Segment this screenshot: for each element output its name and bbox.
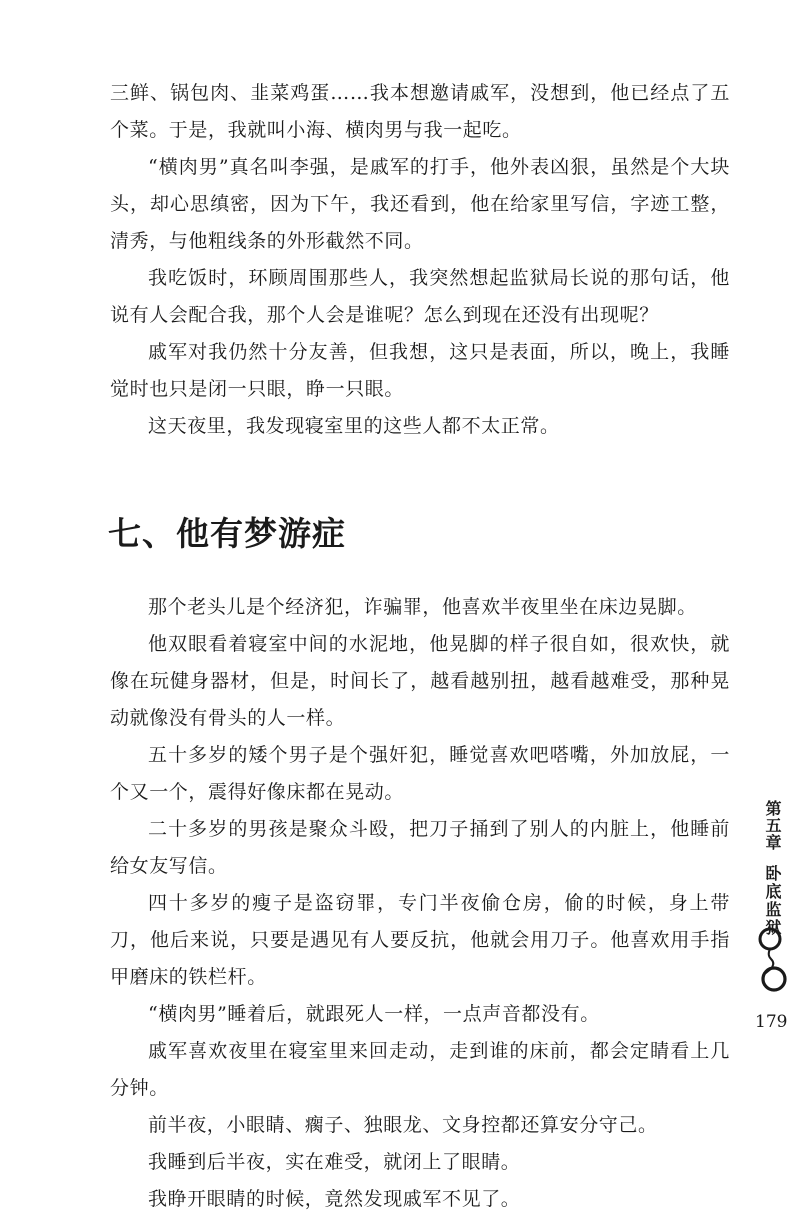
paragraph: 这天夜里，我发现寝室里的这些人都不太正常。 <box>148 415 560 437</box>
section-title: 七、他有梦游症 <box>108 514 346 553</box>
paragraph: 他双眼看着寝室中间的水泥地，他晃脚的样子很自如，很欢快，就像在玩健身器材，但是，时间长了，越看越别扭，越看越难受，那种晃动就像没有骨头的人一样。 <box>110 633 730 729</box>
handcuffs-icon <box>754 925 790 993</box>
paragraph: 四十多岁的瘦子是盗窃罪，专门半夜偷仓房，偷的时候，身上带刀，他后来说，只要是遇见有人要反抗，他就会用刀子。他喜欢用手指甲磨床的铁栏杆。 <box>110 892 730 988</box>
side-chapter-label: 第五章 <box>763 800 782 851</box>
chapter-side-tab <box>760 800 784 937</box>
page-number: 179 <box>755 1012 788 1032</box>
paragraph: 二十多岁的男孩是聚众斗殴，把刀子捅到了别人的内脏上，他睡前给女友写信。 <box>110 818 730 877</box>
paragraph: 戚军喜欢夜里在寝室里来回走动，走到谁的床前，都会定睛看上几分钟。 <box>110 1040 730 1099</box>
top-text-block <box>110 75 730 445</box>
paragraph: 戚军对我仍然十分友善，但我想，这只是表面，所以，晚上，我睡觉时也只是闭一只眼，睁一只眼。 <box>110 341 730 400</box>
paragraph: “横肉男”真名叫李强，是戚军的打手，他外表凶狠，虽然是个大块头，却心思缜密，因为下午，我还看到，他在给家里写信，字迹工整，清秀，与他粗线条的外形截然不同。 <box>110 156 730 252</box>
paragraph: 前半夜，小眼睛、瘸子、独眼龙、文身控都还算安分守己。 <box>148 1114 658 1136</box>
paragraph: 我睁开眼睛的时候，竟然发现戚军不见了。 <box>148 1188 521 1210</box>
paragraph: 三鲜、锅包肉、韭菜鸡蛋……我本想邀请戚军，没想到，他已经点了五个菜。于是，我就叫小海、横肉男与我一起吃。 <box>110 82 730 141</box>
paragraph: “横肉男”睡着后，就跟死人一样，一点声音都没有。 <box>148 1003 600 1025</box>
bottom-text-block <box>110 589 730 1218</box>
paragraph: 我吃饭时，环顾周围那些人，我突然想起监狱局长说的那句话，他说有人会配合我，那个人会是谁呢？怎么到现在还没有出现呢？ <box>110 267 730 326</box>
paragraph: 我睡到后半夜，实在难受，就闭上了眼睛。 <box>148 1151 521 1173</box>
paragraph: 那个老头儿是个经济犯，诈骗罪，他喜欢半夜里坐在床边晃脚。 <box>148 596 697 618</box>
paragraph: 五十多岁的矮个男子是个强奸犯，睡觉喜欢吧嗒嘴，外加放屁，一个又一个，震得好像床都在晃动。 <box>110 744 730 803</box>
side-chapter-title: 卧底监狱 <box>763 865 782 937</box>
